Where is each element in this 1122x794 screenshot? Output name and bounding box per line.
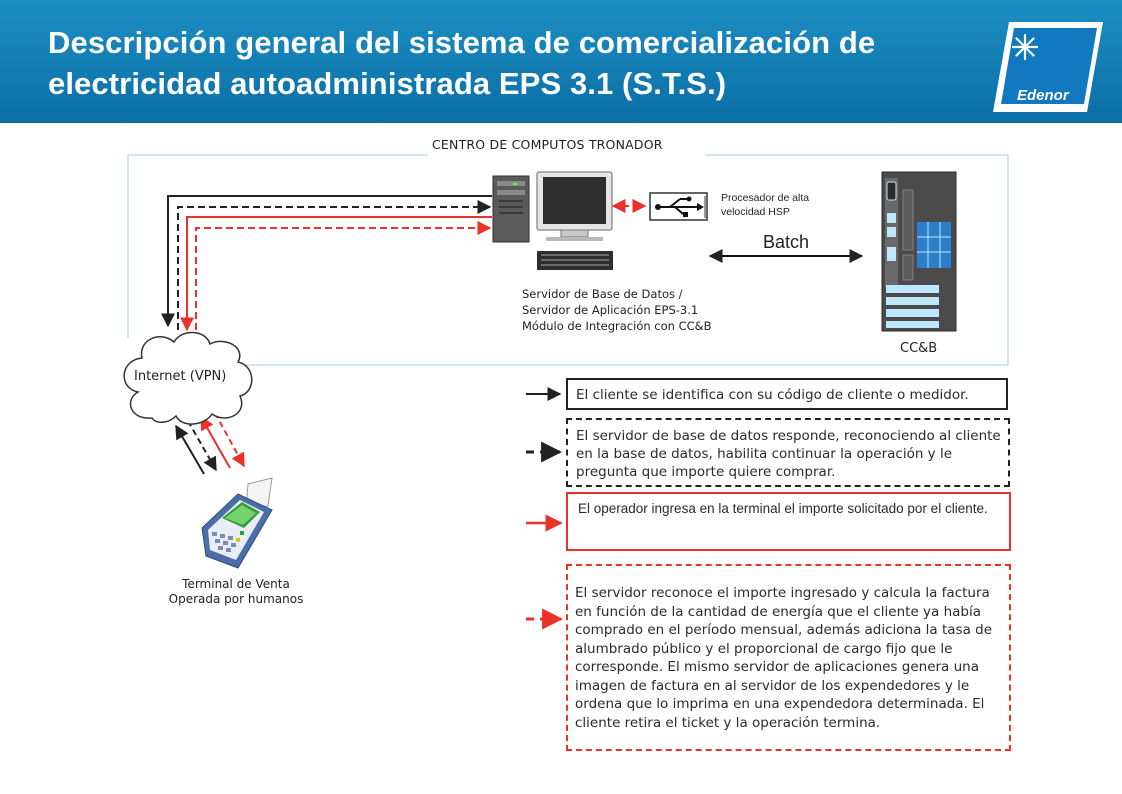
arrow-terminal-response xyxy=(188,421,216,470)
internet-label: Internet (VPN) xyxy=(134,369,227,384)
server-label-line: Módulo de Integración con CC&B xyxy=(522,319,712,333)
legend-box-server-responds xyxy=(566,418,1010,487)
legend-text: El operador ingresa en la terminal el importe solicitado por el cliente. xyxy=(578,501,988,516)
database-server-icon xyxy=(493,172,613,270)
legend-text: El servidor reconoce el importe ingresado y calcula la factura en función de la cantidad de energía que el cliente ya había comprado en el período mensual, además adiciona la tasa de alumbrado público y el proporcional de cargo fijo que le corresponde. El mismo servidor de aplicaciones genera una imagen de factura en al servidor de los expendedores y le ordena que lo imprima en una expendedora determinada. El cliente retira el ticket y la operación termina. xyxy=(575,585,993,731)
legend-box-operator-enters-amount xyxy=(566,492,1011,551)
legend-text: El servidor de base de datos responde, reconociendo al cliente en la base de datos, habilita continuar la operación y le pregunta que importe quiere comprar. xyxy=(576,428,1001,480)
logo-text: Edenor xyxy=(1017,87,1069,104)
server-label-line: Servidor de Aplicación EPS-3.1 xyxy=(522,303,699,317)
arrow-terminal-invoice xyxy=(215,413,244,466)
usb-icon xyxy=(650,193,707,220)
terminal-label-line: Terminal de Venta xyxy=(182,577,290,591)
ccb-label: CC&B xyxy=(900,341,938,356)
server-label xyxy=(522,286,712,334)
arrow-operator-amount xyxy=(187,217,492,330)
arrow-client-id xyxy=(168,196,492,326)
hsp-label-line: Procesador de alta xyxy=(721,192,810,204)
terminal-label xyxy=(168,577,304,607)
server-label-line: Servidor de Base de Datos / xyxy=(522,287,683,301)
legend-text: El cliente se identifica con su código de cliente o medidor. xyxy=(576,387,969,403)
arrow-invoice xyxy=(196,228,490,330)
hsp-label xyxy=(721,191,809,219)
pos-terminal-icon xyxy=(202,478,272,568)
terminal-label-line: Operada por humanos xyxy=(168,592,304,606)
arrow-server-response xyxy=(178,207,490,330)
ccb-server-rack-icon xyxy=(882,172,956,331)
title-line-1: Descripción general del sistema de comercialización de xyxy=(48,25,876,60)
legend-box-server-invoice xyxy=(566,564,1011,751)
arrow-terminal-amount xyxy=(201,417,230,468)
data-center-title: CENTRO DE COMPUTOS TRONADOR xyxy=(432,137,663,152)
legend-box-client-identifies xyxy=(566,378,1008,410)
arrow-terminal-client-id xyxy=(176,426,204,474)
title-line-2: electricidad autoadministrada EPS 3.1 (S.T.S.) xyxy=(48,66,727,101)
batch-label: Batch xyxy=(763,232,810,252)
hsp-label-line: velocidad HSP xyxy=(721,206,790,218)
